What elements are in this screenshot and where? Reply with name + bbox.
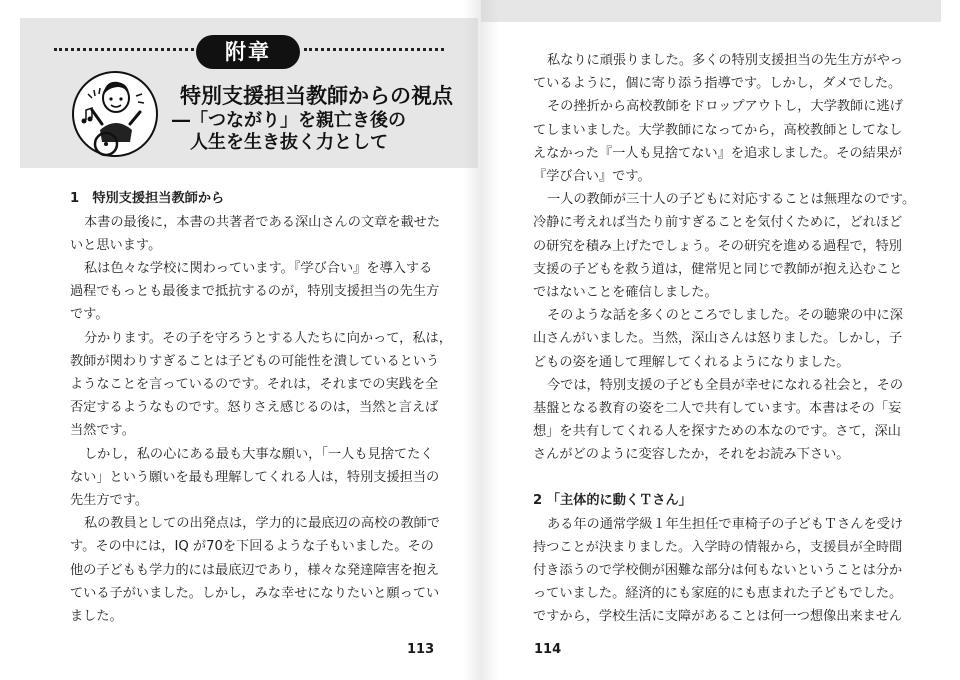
chapter-subtitle-line-2: 人生を生き抜く力として — [190, 132, 388, 153]
text-line: 分かります。その子を守ろうとする人たちに向かって，私は， — [84, 331, 452, 346]
text-line: 冷静に考えれば当たり前すぎることを気付くために，どれほど — [533, 215, 903, 230]
text-line: 否定するようなものです。怒りさえ感じるのは，当然と言えば — [70, 400, 439, 415]
teacher-wheelchair-illustration — [72, 68, 158, 160]
text-line: 私は色々な学校に関わっています。『学び合い』を導入する — [84, 261, 433, 276]
text-line: 当然です。 — [70, 423, 135, 438]
text-line: 想」を共有してくれる人を探すための本なのです。さて，深山 — [533, 424, 901, 439]
text-line: 先生方です。 — [70, 493, 149, 508]
text-line: 『学び合い』です。 — [533, 169, 651, 184]
text-line: ある年の通常学級１年生担任で車椅子の子どもＴさんを受け — [547, 517, 904, 532]
text-line: いと思います。 — [70, 238, 162, 253]
text-line: ました。 — [70, 609, 123, 624]
text-line: ない」という願いを最も理解してくれる人は，特別支援担当の — [70, 470, 440, 485]
text-line: ようなことを言っているのです。それは，それまでの実践を全 — [70, 377, 439, 392]
text-line: しかし，私の心にある最も大事な願い，「一人も見捨てたく — [84, 447, 434, 462]
text-line: 支援の子どもを救う道は，健常児と同じで教師が抱え込むこと — [533, 262, 903, 277]
text-line: 基盤となる教育の姿を二人で共有しています。本書はその「妄 — [533, 401, 902, 416]
text-line: 教師が関わりすぎることは子どもの可能性を潰しているという — [70, 354, 440, 369]
gutter-shadow-left — [463, 0, 481, 680]
text-line: さんがどのように変容したか，それをお読み下さい。 — [533, 447, 850, 462]
text-line: ですから，学校生活に支障があることは何一つ想像出来ません — [533, 609, 903, 624]
text-line: 持つことが決まりました。入学時の情報から，支援員が全時間 — [533, 540, 903, 555]
text-line: ている子がいました。しかし，みな幸せになりたいと願ってい — [70, 586, 440, 601]
page-number: 113 — [407, 642, 435, 657]
chapter-badge: 附章 — [196, 35, 300, 69]
text-line: 付き添うので学校側が困難な部分は何もないということは分か — [533, 563, 903, 578]
text-line: 本書の最後に，本書の共著者である深山さんの文章を載せた — [84, 215, 441, 230]
text-line: そのような話を多くのところでしました。その聴衆の中に深 — [547, 308, 903, 323]
text-line: の研究を積み上げたでしょう。その研究を進める過程で，特別 — [533, 239, 902, 254]
chapter-subtitle-line-1: ―「つながり」を親亡き後の — [172, 110, 406, 131]
dotted-rule-left — [54, 48, 194, 51]
text-line: 山さんがいました。当然，深山さんは怒りました。しかし，子 — [533, 331, 903, 346]
text-line: どもの姿を通して理解してくれるようになりました。 — [533, 355, 850, 370]
text-line: 一人の教師が三十人の子どもに対応することは無理なのです。 — [547, 192, 916, 207]
text-line: っていました。経済的にも家庭的にも恵まれた子どもでした。 — [533, 586, 903, 601]
text-line: てしまいました。大学教師になってから，高校教師としてなし — [533, 123, 903, 138]
text-line: 過程でもっとも最後まで抵抗するのが，特別支援担当の先生方 — [70, 284, 440, 299]
section-heading: 1 特別支援担当教師から — [70, 191, 225, 206]
text-line: 私の教員としての出発点は，学力的に最底辺の高校の教師で — [84, 516, 441, 531]
text-line: ではないことを確信しました。 — [533, 285, 718, 300]
text-line: ているように，個に寄り添う指導です。しかし，ダメでした。 — [533, 76, 902, 91]
dotted-rule-right — [304, 48, 444, 51]
text-line: 今では，特別支援の子ども全員が幸せになれる社会と，その — [547, 378, 904, 393]
gutter-shadow-right — [481, 0, 499, 680]
chapter-title: 特別支援担当教師からの視点 — [180, 84, 453, 108]
text-line: 他の子どもも学力的には最底辺であり，様々な発達障害を抱え — [70, 563, 440, 578]
text-line: 私なりに頑張りました。多くの特別支援担当の先生方がやっ — [547, 53, 904, 68]
text-line: す。その中には，IQ が70を下回るような子もいました。その — [70, 539, 434, 554]
text-line: です。 — [70, 307, 109, 322]
text-line: その挫折から高校教師をドロップアウトし，大学教師に逃げ — [547, 99, 903, 114]
header-band — [481, 0, 941, 22]
text-line: えなかった『一人も見捨てない』を追求しました。その結果が — [533, 146, 903, 161]
page-number: 114 — [534, 642, 562, 657]
section-heading: 2 「主体的に動くＴさん」 — [533, 493, 692, 508]
